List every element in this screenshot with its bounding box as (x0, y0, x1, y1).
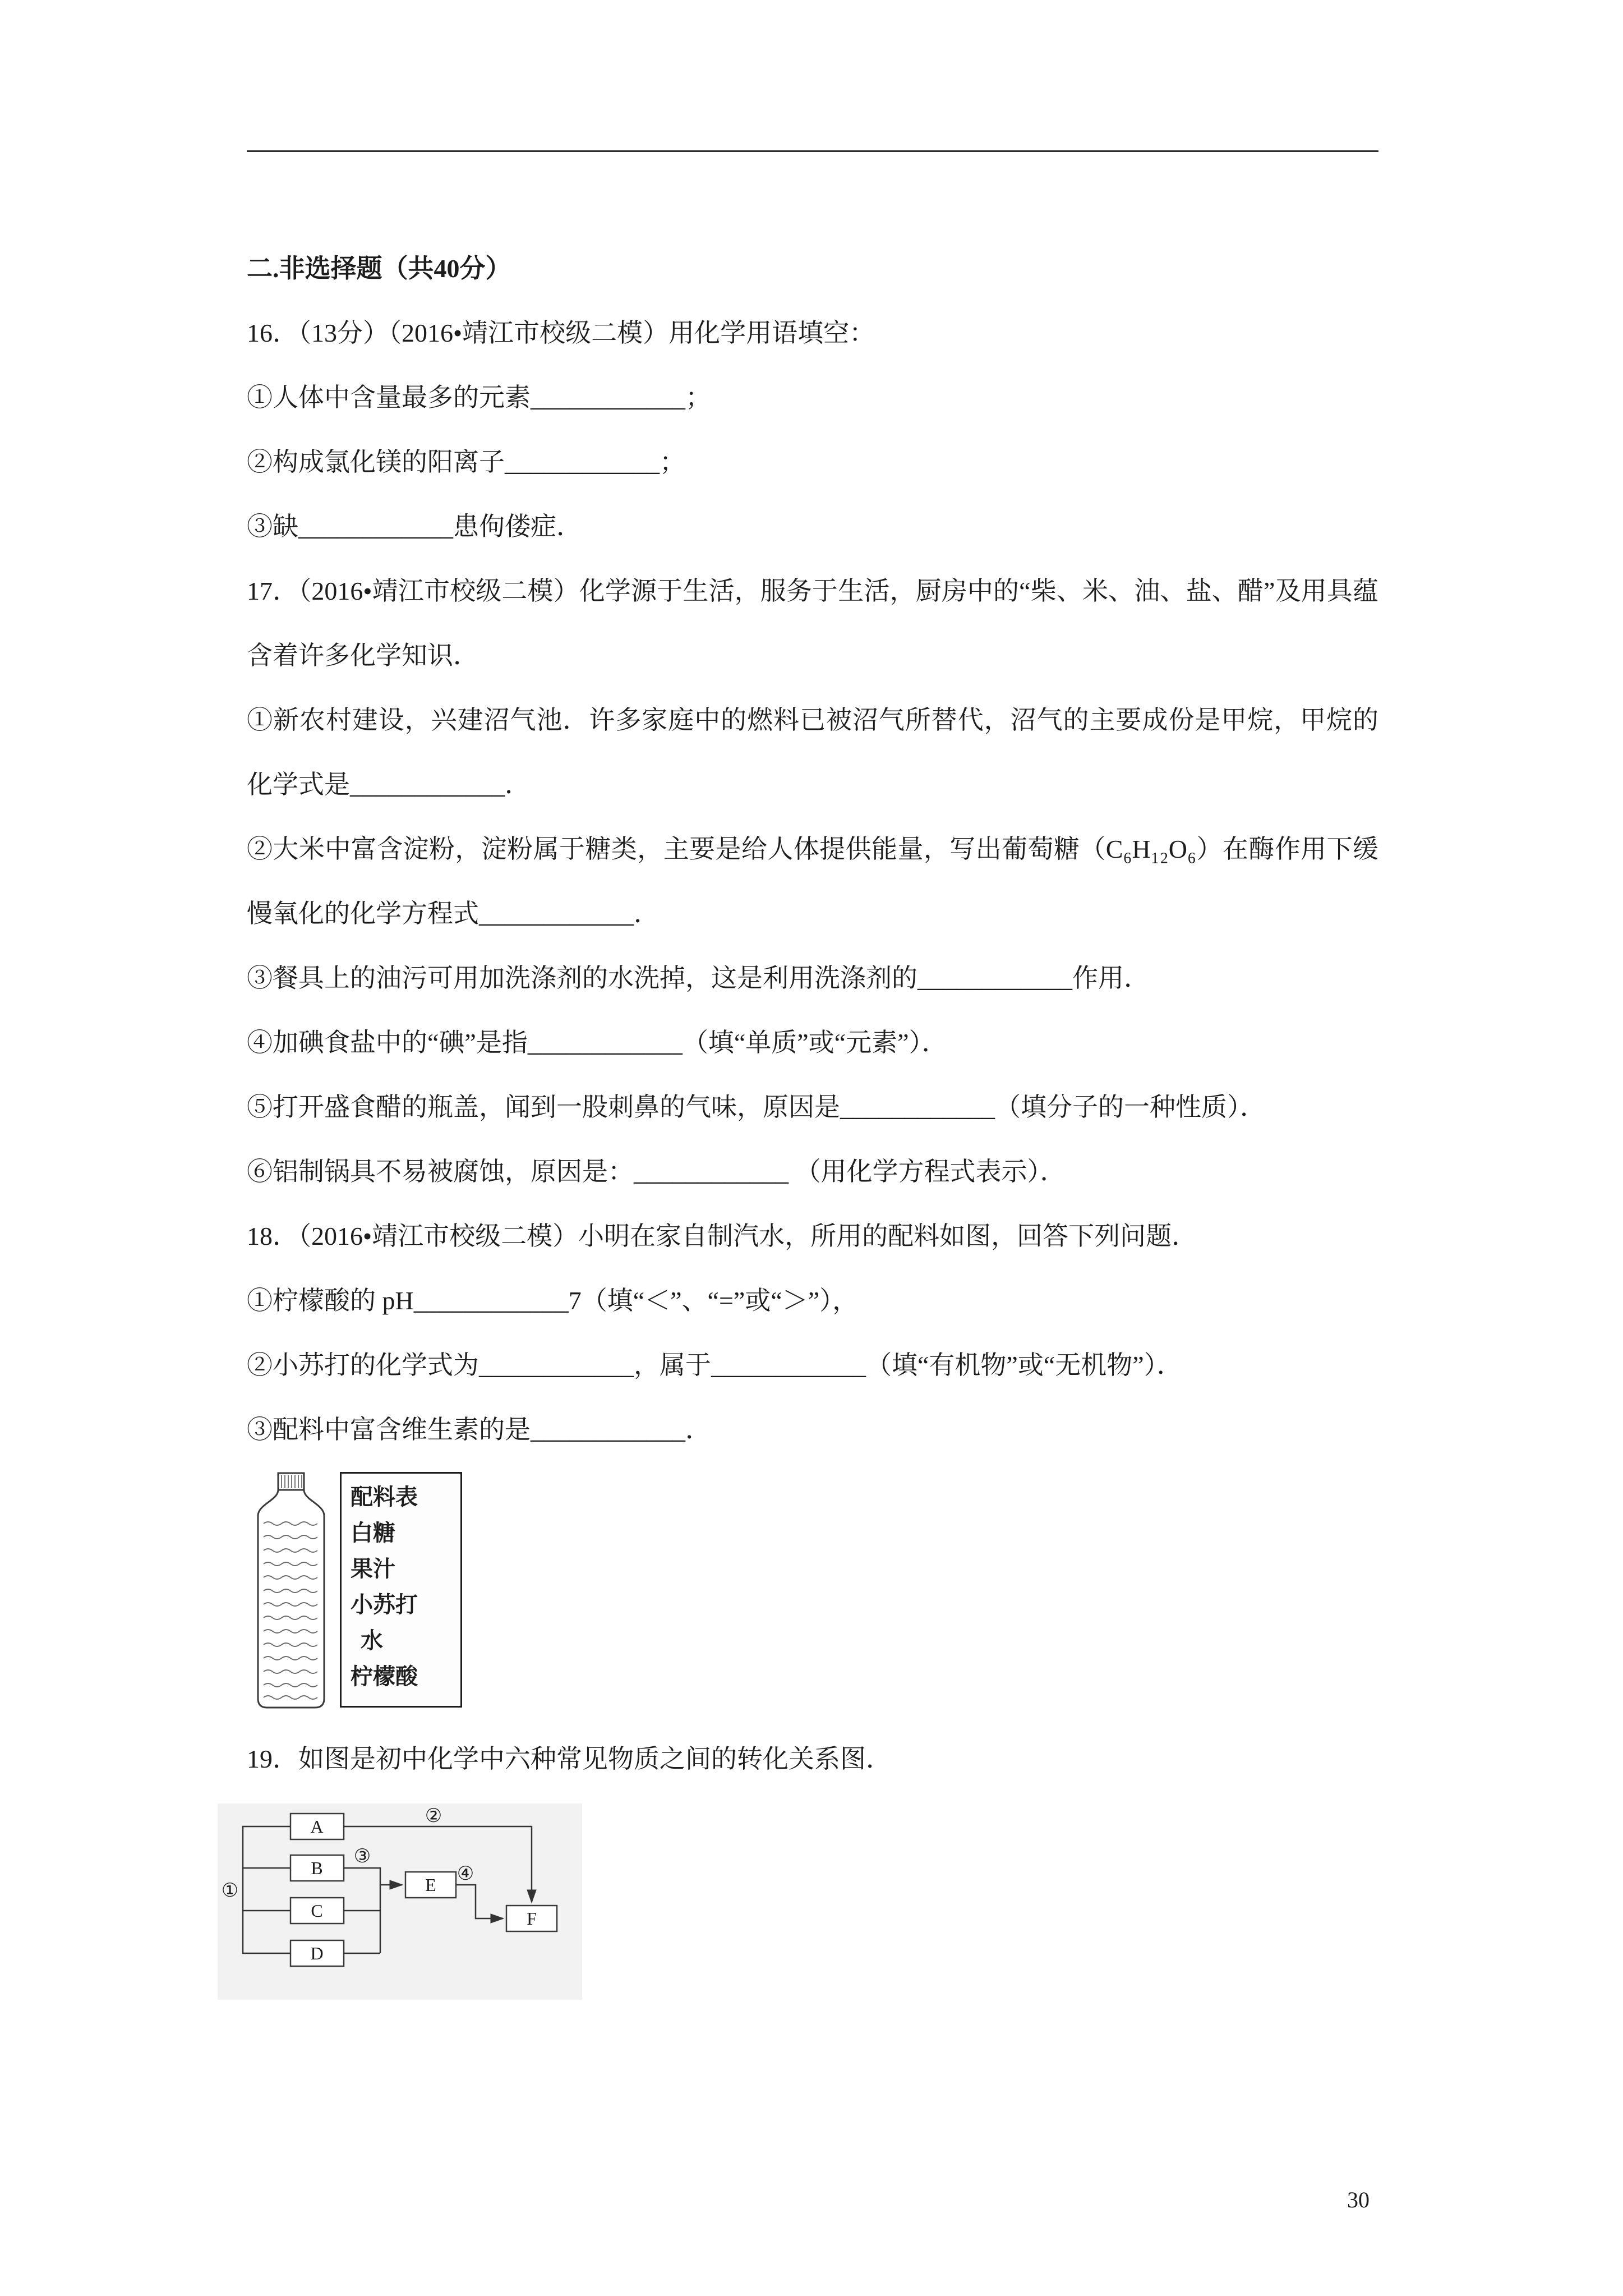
ingredient-item: 白糖 (351, 1520, 395, 1545)
diagram-node-d: D (310, 1943, 324, 1963)
q16-item-3: ③缺____________患佝偻症． (247, 512, 582, 541)
q18-item-2: ②小苏打的化学式为____________，属于____________（填“有机物”或“无机物”）． (247, 1351, 1183, 1379)
bottle-cap-ridges (282, 1475, 302, 1488)
arrow-label-3: ③ (353, 1846, 371, 1867)
diagram-node-b: B (311, 1858, 323, 1878)
q17-item-6: ⑥铝制锅具不易被腐蚀，原因是：____________ （用化学方程式表示）． (247, 1157, 1066, 1186)
q16-stem: 16．（13分）（2016•靖江市校级二模）用化学用语填空： (247, 319, 875, 347)
q17-item-2: ②大米中富含淀粉，淀粉属于糖类，主要是给人体提供能量，写出葡萄糖（C₆H₁₂O₆）在酶作用下缓慢氧化的化学方程式____________． (247, 835, 1378, 928)
section-title: 二.非选择题（共40分） (247, 254, 511, 283)
q18-ingredients-figure (249, 1472, 1378, 1713)
ingredients-list-box (340, 1472, 462, 1708)
q16-item-2: ②构成氯化镁的阳离子____________； (247, 448, 685, 476)
q19-conversion-diagram (218, 1803, 1378, 2000)
ingredient-item: 果汁 (351, 1556, 395, 1581)
ingredient-item: 柠檬酸 (351, 1664, 418, 1689)
diagram-node-c: C (311, 1901, 323, 1921)
q18-item-1: ①柠檬酸的 pH____________7（填“＜”、“=”或“＞”）， (247, 1286, 859, 1315)
q18-item-3: ③配料中富含维生素的是____________． (247, 1415, 711, 1444)
page-content (221, 150, 1378, 2000)
ingredients-title: 配料表 (351, 1484, 418, 1510)
q17-item-5: ⑤打开盛食醋的瓶盖，闻到一股刺鼻的气味，原因是____________（填分子的一种性质）． (247, 1093, 1266, 1121)
q17-item-3: ③餐具上的油污可用加洗涤剂的水洗掉，这是利用洗涤剂的____________作用． (247, 964, 1150, 992)
ingredient-item: 水 (361, 1628, 383, 1653)
diagram-node-f: F (527, 1908, 537, 1929)
arrow-label-1: ① (221, 1880, 239, 1901)
q18-stem: 18．（2016•靖江市校级二模）小明在家自制汽水，所用的配料如图，回答下列问题． (247, 1222, 1198, 1250)
q19-stem: 19．如图是初中化学中六种常见物质之间的转化关系图． (247, 1745, 892, 1773)
q17-stem: 17．（2016•靖江市校级二模）化学源于生活，服务于生活，厨房中的“柴、米、油、盐、醋”及用具蕴含着许多化学知识． (247, 577, 1378, 670)
arrow-label-2: ② (425, 1806, 442, 1826)
diagram-node-a: A (310, 1816, 324, 1837)
q17-item-1: ①新农村建设，兴建沼气池．许多家庭中的燃料已被沼气所替代，沼气的主要成份是甲烷，甲烷的化学式是____________． (247, 706, 1378, 799)
arrow-label-4: ④ (457, 1864, 474, 1884)
q17-item-4: ④加碘食盐中的“碘”是指____________（填“单质”或“元素”）． (247, 1028, 948, 1057)
diagram-node-e: E (425, 1875, 436, 1895)
page-number: 30 (1347, 2187, 1370, 2212)
q16-item-1: ①人体中含量最多的元素____________； (247, 383, 711, 412)
exam-body (221, 236, 1378, 2000)
conversion-diagram-svg (218, 1803, 582, 2000)
diagram-background (218, 1803, 582, 2000)
header-rule (247, 150, 1378, 152)
bottle-icon (249, 1472, 333, 1713)
ingredient-item: 小苏打 (351, 1592, 418, 1617)
